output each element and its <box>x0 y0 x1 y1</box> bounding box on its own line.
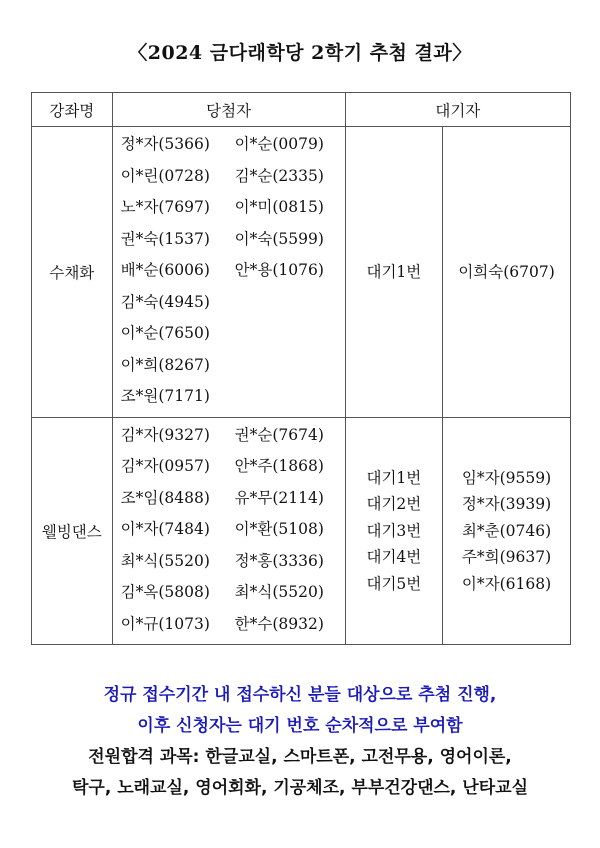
winner-entry: 유*무(2114) <box>234 488 324 507</box>
winners-list <box>113 127 345 417</box>
notice-line-1: 정규 접수기간 내 접수하신 분들 대상으로 추첨 진행, <box>103 685 497 705</box>
winner-entry: 이*숙(5599) <box>234 229 324 248</box>
header-winners: 당첨자 <box>112 93 345 127</box>
winner-entry: 안*주(1868) <box>234 457 324 475</box>
wait-number-cell <box>345 127 442 418</box>
wait-name: 임*자(9559) <box>461 468 552 487</box>
header-waitlist: 대기자 <box>345 93 570 127</box>
wait-name: 정*자(3939) <box>461 495 552 513</box>
winner-entry: 정*자(5366) <box>120 135 210 153</box>
winner-entry <box>235 350 345 382</box>
lottery-result-table <box>31 92 571 645</box>
table-row <box>32 417 571 645</box>
wait-number: 대기2번 <box>366 495 422 513</box>
wait-number: 대기5번 <box>366 574 422 593</box>
winner-entry <box>235 318 345 350</box>
winner-entry: 이*자(7484) <box>120 520 210 538</box>
winner-entry: 배*순(6006) <box>120 261 210 279</box>
wait-number: 대기4번 <box>366 548 422 566</box>
wait-name: 최*춘(0746) <box>461 521 552 540</box>
winner-entry: 한*수(8932) <box>234 614 324 633</box>
winners-list <box>113 418 345 645</box>
wait-number: 대기1번 <box>366 262 422 281</box>
winners-cell <box>112 417 345 645</box>
winner-entry: 이*미(0815) <box>234 198 324 216</box>
wait-name: 이희숙(6707) <box>458 262 555 281</box>
winner-entry: 김*옥(5808) <box>120 583 210 601</box>
wait-name: 주*희(9637) <box>461 548 552 566</box>
course-name: 웰빙댄스 <box>32 417 113 645</box>
winner-entry: 김*숙(4945) <box>120 292 210 311</box>
winner-entry: 노*자(7697) <box>120 198 210 216</box>
wait-name-cell <box>443 127 571 418</box>
winner-entry: 조*임(8488) <box>120 488 210 507</box>
header-course: 강좌명 <box>32 93 113 127</box>
wait-number: 대기1번 <box>366 468 422 487</box>
winner-entry <box>235 381 345 413</box>
page-title: 〈2024 금다래학당 2학기 추첨 결과〉 <box>128 42 472 64</box>
winner-entry: 이*희(8267) <box>120 355 210 374</box>
winner-entry: 최*식(5520) <box>120 551 210 570</box>
table-body <box>32 127 571 645</box>
winner-entry: 이*환(5108) <box>234 520 324 538</box>
course-name: 수채화 <box>32 127 113 418</box>
winner-entry: 이*린(0728) <box>120 166 210 185</box>
winner-entry: 이*순(7650) <box>120 324 210 342</box>
winner-entry: 조*원(7171) <box>120 387 210 405</box>
wait-number-cell <box>345 417 442 645</box>
winners-cell <box>112 127 345 418</box>
notice-line-2: 이후 신청자는 대기 번호 순차적으로 부여함 <box>137 716 463 736</box>
winner-entry: 이*순(0079) <box>234 135 324 153</box>
winner-entry: 권*숙(1537) <box>120 229 210 248</box>
notice-line-4: 탁구, 노래교실, 영어회화, 기공체조, 부부건강댄스, 난타교실 <box>71 778 528 798</box>
table-row <box>32 127 571 418</box>
winner-entry: 정*홍(3336) <box>234 551 324 570</box>
wait-name-cell <box>443 417 571 645</box>
winner-entry: 김*자(9327) <box>120 425 210 444</box>
winner-entry: 안*용(1076) <box>234 261 324 279</box>
notice-line-3: 전원합격 과목: 한글교실, 스마트폰, 고전무용, 영어이론, <box>88 747 512 767</box>
table-header-row <box>32 93 571 127</box>
wait-number: 대기3번 <box>366 521 422 540</box>
winner-entry <box>235 287 345 319</box>
wait-name: 이*자(6168) <box>461 574 552 593</box>
winner-entry: 최*식(5520) <box>234 583 324 601</box>
winner-entry: 김*자(0957) <box>120 457 210 475</box>
winner-entry: 이*규(1073) <box>120 614 210 633</box>
winner-entry: 김*순(2335) <box>234 166 324 185</box>
winner-entry: 권*순(7674) <box>234 425 324 444</box>
